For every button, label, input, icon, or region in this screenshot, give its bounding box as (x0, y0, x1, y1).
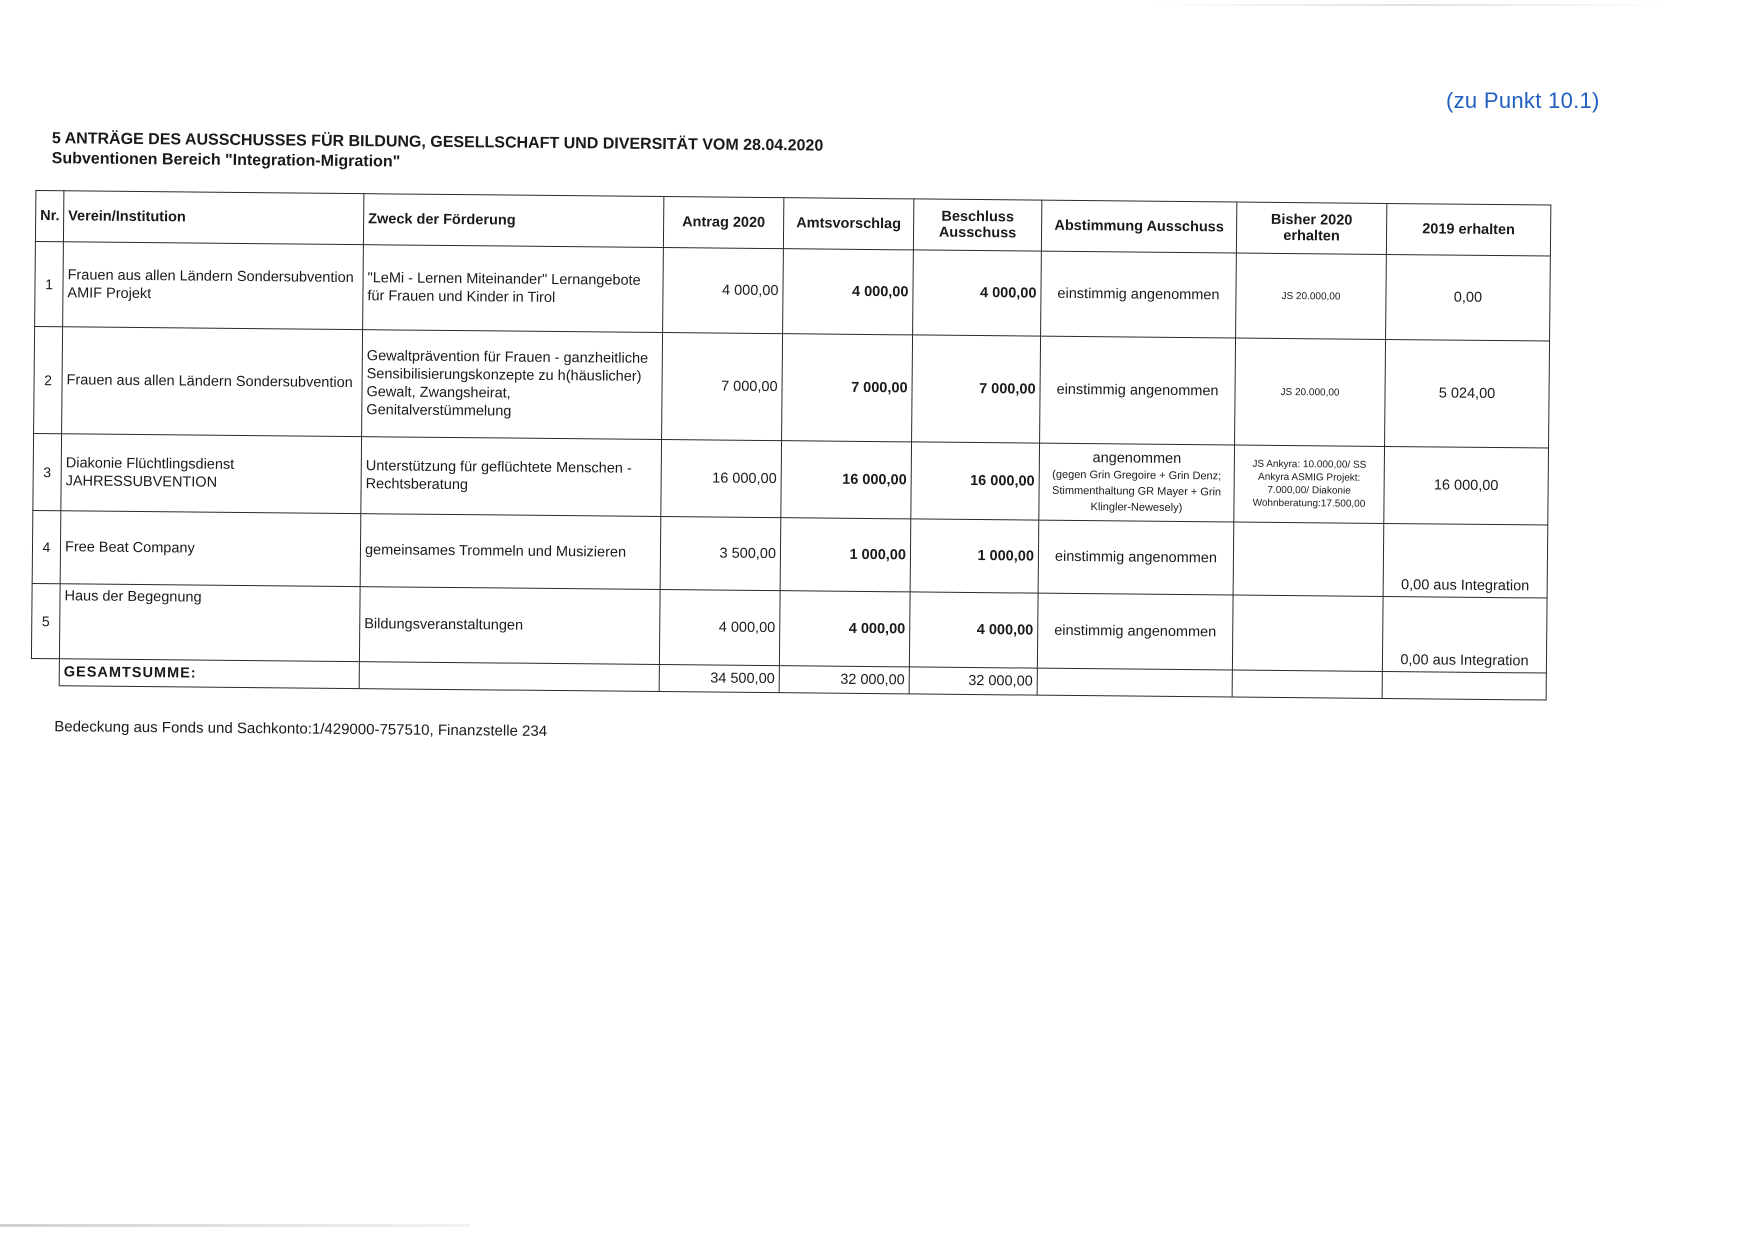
erhalten-2019-cell: 0,00 (1386, 254, 1551, 341)
beschluss-cell: 1 000,00 (910, 519, 1039, 593)
antrag-cell: 4 000,00 (663, 248, 784, 334)
row-number: 5 (31, 583, 60, 658)
row-number: 1 (35, 241, 64, 326)
verein-cell: Haus der Begegnung (59, 584, 360, 662)
row-number: 4 (32, 510, 61, 583)
document-body (30, 130, 1566, 750)
scan-edge-top (1150, 4, 1670, 6)
col-header-verein: Verein/Institution (63, 191, 363, 245)
subsidy-table (31, 190, 1552, 701)
bisher-cell (1232, 595, 1383, 671)
abstimmung-result: einstimmig angenommen (1056, 381, 1219, 400)
total-antrag: 34 500,00 (659, 665, 779, 693)
col-header-bisher: Bisher 2020 erhalten (1236, 202, 1386, 254)
total-2019-empty (1382, 671, 1546, 700)
zweck-cell: Gewaltprävention für Frauen - ganzheitliche Sensibilisierungskonzepte zu h(häuslicher) Gewalt, Zwangsheirat, Genitalverstümmelung (362, 330, 663, 440)
table-row (31, 583, 1547, 673)
abstimmung-cell (1037, 593, 1233, 670)
amtsvorschlag-cell: 7 000,00 (782, 334, 913, 442)
abstimmung-cell (1040, 336, 1236, 445)
total-beschluss: 32 000,00 (909, 667, 1037, 695)
col-header-nr: Nr. (35, 191, 63, 242)
abstimmung-result: einstimmig angenommen (1054, 622, 1217, 641)
total-spacer (31, 658, 59, 685)
bisher-cell (1233, 522, 1384, 596)
verein-cell: Free Beat Company (60, 511, 361, 587)
bisher-cell: JS 20.000,00 (1235, 338, 1386, 446)
beschluss-cell: 7 000,00 (912, 335, 1041, 443)
total-zweck-empty (359, 662, 659, 692)
verein-cell: Frauen aus allen Ländern Sondersubvention AMIF Projekt (63, 242, 364, 330)
beschluss-cell: 4 000,00 (909, 592, 1038, 668)
col-header-antrag: Antrag 2020 (663, 197, 783, 249)
bisher-cell: JS 20.000,00 (1236, 253, 1387, 339)
amtsvorschlag-cell: 4 000,00 (783, 249, 914, 335)
abstimmung-cell (1038, 520, 1234, 595)
col-header-amtsvorschlag: Amtsvorschlag (783, 198, 913, 250)
abstimmung-cell (1041, 251, 1237, 338)
abstimmung-result: einstimmig angenommen (1054, 548, 1218, 567)
beschluss-cell: 16 000,00 (911, 442, 1040, 520)
abstimmung-cell (1039, 443, 1235, 522)
amtsvorschlag-cell: 4 000,00 (779, 591, 910, 667)
erhalten-2019-cell: 16 000,00 (1384, 446, 1549, 525)
abstimmung-result: angenommen (1092, 450, 1182, 468)
erhalten-2019-cell: 0,00 aus Integration (1382, 596, 1547, 673)
total-bisher-empty (1232, 670, 1382, 698)
verein-cell: Frauen aus allen Ländern Sondersubvention (62, 327, 363, 437)
document-subtitle: Subventionen Bereich "Integration-Migration" (51, 150, 401, 171)
scan-edge-bottom (0, 1224, 470, 1227)
antrag-cell: 7 000,00 (662, 333, 783, 441)
amtsvorschlag-cell: 1 000,00 (780, 518, 911, 592)
col-header-2019: 2019 erhalten (1386, 203, 1550, 256)
zweck-cell: gemeinsames Trommeln und Musizieren (360, 514, 661, 590)
abstimmung-detail: (gegen Grin Gregoire + Grin Denz; Stimmenthaltung GR Mayer + Grin Klingler-Newesely) (1051, 468, 1222, 515)
zweck-cell: Unterstützung für geflüchtete Menschen - Rechtsberatung (361, 437, 662, 517)
table-row (35, 241, 1551, 341)
col-header-zweck: Zweck der Förderung (363, 194, 663, 248)
funding-note: Bedeckung aus Fonds und Sachkonto:1/429000-757510, Finanzstelle 234 (54, 718, 548, 740)
col-header-beschluss: Beschluss Ausschuss (913, 199, 1041, 251)
verein-cell: Diakonie Flüchtlingsdienst JAHRESSUBVENTION (61, 434, 362, 514)
document-title: 5 ANTRÄGE DES AUSSCHUSSES FÜR BILDUNG, GESELLSCHAFT UND DIVERSITÄT VOM 28.04.2020 (51, 130, 824, 155)
erhalten-2019-cell: 0,00 aus Integration (1383, 523, 1548, 598)
table-row (34, 326, 1550, 448)
erhalten-2019-cell: 5 024,00 (1385, 339, 1550, 448)
table-row (33, 433, 1549, 525)
antrag-cell: 4 000,00 (659, 590, 780, 666)
bisher-cell: JS Ankyra: 10.000,00/ SS Ankyra ASMIG Projekt: 7.000,00/ Diakonie Wohnberatung:17.500,00 (1234, 445, 1385, 523)
zweck-cell: Bildungsveranstaltungen (359, 587, 660, 665)
row-number: 2 (34, 326, 63, 433)
total-abstimmung-empty (1037, 668, 1232, 697)
abstimmung-result: einstimmig angenommen (1057, 285, 1220, 304)
total-label: GESAMTSUMME: (59, 659, 359, 689)
agenda-reference: (zu Punkt 10.1) (1446, 88, 1600, 113)
zweck-cell: "LeMi - Lernen Miteinander" Lernangebote für Frauen und Kinder in Tirol (363, 245, 664, 333)
total-amtsvorschlag: 32 000,00 (779, 666, 909, 694)
col-header-abstimmung: Abstimmung Ausschuss (1041, 200, 1236, 253)
amtsvorschlag-cell: 16 000,00 (781, 441, 912, 519)
beschluss-cell: 4 000,00 (913, 250, 1042, 336)
antrag-cell: 16 000,00 (661, 440, 782, 518)
antrag-cell: 3 500,00 (660, 517, 781, 591)
row-number: 3 (33, 433, 62, 510)
